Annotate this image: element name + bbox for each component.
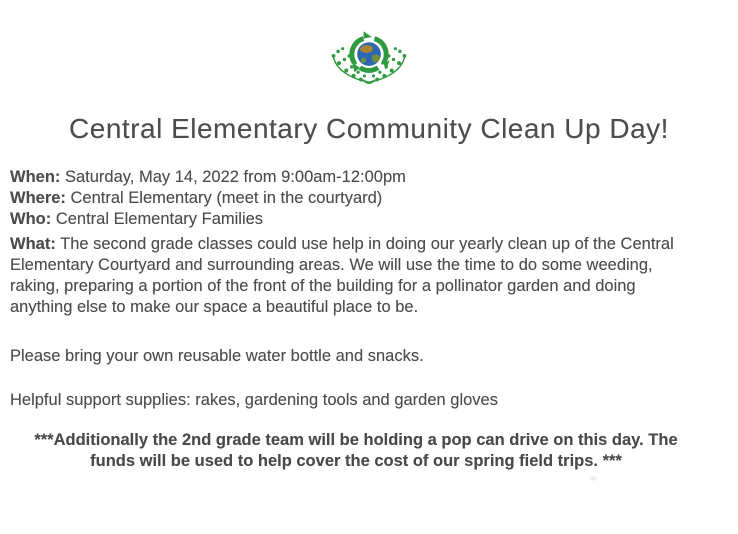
scan-artifact bbox=[590, 477, 596, 480]
where-label: Where: bbox=[10, 188, 66, 207]
recycle-earth-logo bbox=[323, 25, 415, 85]
pop-can-drive-note: ***Additionally the 2nd grade team will be holding a pop can drive on this day. The funds will be used to help cover the cost of our spring field trips. *** bbox=[34, 431, 678, 470]
who-line bbox=[10, 209, 702, 230]
flyer-body bbox=[0, 167, 738, 472]
supplies-line: Helpful support supplies: rakes, gardening tools and garden gloves bbox=[10, 391, 498, 410]
earth-globe-icon bbox=[357, 42, 381, 66]
page-title: Central Elementary Community Clean Up Day! bbox=[69, 113, 669, 144]
what-value: The second grade classes could use help in doing our yearly clean up of the Central Elementary Courtyard and surrounding areas. We will use the time to do some weeding, raking, preparing a portion of the front of the building for a pollinator garden and doing anything else to make our space a beautiful place to be. bbox=[10, 235, 674, 316]
who-label: Who: bbox=[10, 209, 52, 228]
when-line bbox=[10, 167, 702, 188]
what-label: What: bbox=[10, 235, 56, 254]
when-value: Saturday, May 14, 2022 from 9:00am-12:00pm bbox=[60, 168, 406, 186]
bring-line: Please bring your own reusable water bottle and snacks. bbox=[10, 346, 424, 365]
where-value: Central Elementary (meet in the courtyard) bbox=[65, 188, 383, 207]
who-value: Central Elementary Families bbox=[51, 209, 264, 228]
when-label: When: bbox=[10, 168, 61, 186]
where-line bbox=[10, 188, 702, 209]
what-paragraph bbox=[10, 234, 702, 317]
logo-container bbox=[0, 0, 738, 90]
